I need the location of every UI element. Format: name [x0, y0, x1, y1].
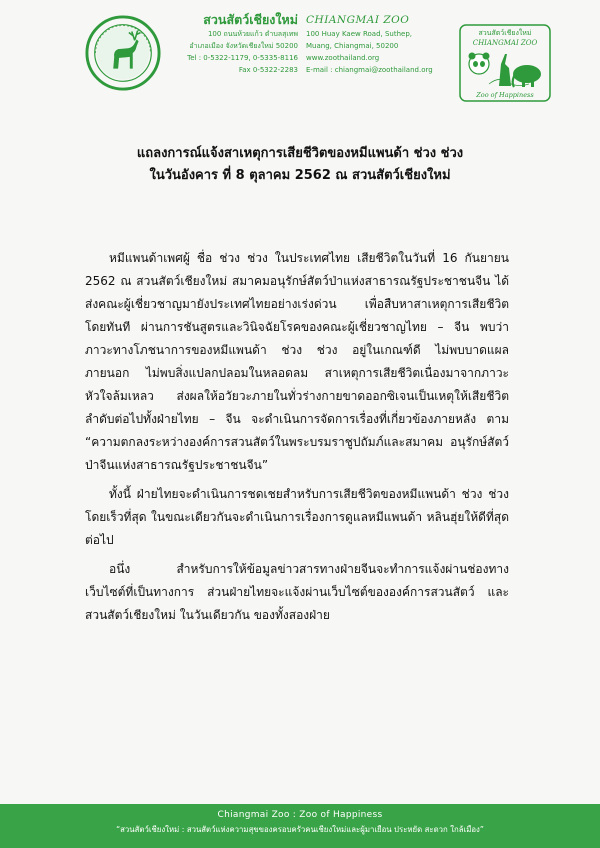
letterhead [0, 0, 600, 110]
thai-zoo-name: สวนสัตว์เชียงใหม่ [203, 12, 298, 27]
english-address-line-2: Muang, Chiangmai, 50200 [306, 42, 399, 50]
paragraph-1 [85, 247, 509, 477]
paragraph-1-text: หมีแพนด้าเพศผู้ ชื่อ ช่วง ช่วง ในประเทศไทย เสียชีวิตในวันที่ 16 กันยายน 2562 ณ สวนสัตว์เชียงใหม่ สมาคมอนุรักษ์สัตว์ป่าแห่งสาธารณรัฐประชาชนจีน ได้ส่งคณะผู้เชี่ยวชาญมายังประเทศไทยอย่างเร่งด่วน เพื่อสืบหาสาเหตุการเสียชีวิต โดยทันที ผ่านการชันสูตรและวินิจฉัยโรคของคณะผู้เชี่ยวชาญไทย – จีน พบว่า ภาวะทางโภชนาการของหมีแพนด้า ช่วง ช่วง อยู่ในเกณฑ์ดี ไม่พบบาดแผล ภายนอก ไม่พบสิ่งแปลกปลอมในหลอดลม สาเหตุการเสียชีวิตเนื่องมาจากภาวะ หัวใจล้มเหลว ส่งผลให้อวัยวะภายในทั่วร่างกายขาดออกซิเจนเป็นเหตุให้เสียชีวิต ลำดับต่อไปทั้งฝ่ายไทย – จีน จะดำเนินการจัดการเรื่องที่เกี่ยวข้องภายหลัง ตาม “ความตกลงระหว่างองค์การสวนสัตว์ในพระบรมราชูปถัมภ์และสมาคม อนุรักษ์สัตว์ป่าจีนแห่งสาธารณรัฐประชาชนจีน” [85, 251, 509, 472]
thai-address-block [178, 12, 298, 76]
logo-tagline: Zoo of Happiness [476, 91, 534, 99]
zoo-organization-seal-logo [84, 14, 162, 92]
thai-phone: Tel : 0-5322-1179, 0-5335-8116 [187, 54, 298, 62]
footer-slogan-thai: “สวนสัตว์เชียงใหม่ : สวนสัตว์แห่งความสุขของครอบครัวคนเชียงใหม่และผู้มาเยือน ประหยัด สะดวก ใกล้เมือง” [116, 825, 484, 834]
footer-banner [0, 804, 600, 848]
statement-title [80, 143, 520, 187]
paragraph-3 [85, 558, 509, 627]
logo-thai-name: สวนสัตว์เชียงใหม่ [478, 29, 532, 37]
paragraph-2-text: ทั้งนี้ ฝ่ายไทยจะดำเนินการชดเชยสำหรับการเสียชีวิตของหมีแพนด้า ช่วง ช่วง โดยเร็วที่สุด ในขณะเดียวกันจะดำเนินการเรื่องการดูแลหมีแพนด้า หลินฮุ่ยให้ดีที่สุด ต่อไป [85, 487, 509, 547]
paragraph-3-text: อนึ่ง สำหรับการให้ข้อมูลข่าวสารทางฝ่ายจีนจะทำการแจ้งผ่านช่องทาง เว็บไซต์ที่เป็นทางการ ส่วนฝ่ายไทยจะแจ้งผ่านเว็บไซต์ขององค์การสวนสัตว์ และ สวนสัตว์เชียงใหม่ ในวันเดียวกัน ของทั้งสองฝ่าย [85, 562, 509, 622]
logo-english-name: CHIANGMAI ZOO [472, 39, 538, 47]
english-zoo-name: CHIANGMAI ZOO [306, 14, 410, 26]
thai-address-line-2: อำเภอเมือง จังหวัดเชียงใหม่ 50200 [189, 42, 298, 50]
paragraph-2 [85, 483, 509, 552]
thai-address-line-1: 100 ถนนห้วยแก้ว ตำบลสุเทพ [207, 30, 298, 38]
title-line-2: ในวันอังคาร ที่ 8 ตุลาคม 2562 ณ สวนสัตว์เชียงใหม่ [149, 168, 451, 183]
title-line-1: แถลงการณ์แจ้งสาเหตุการเสียชีวิตของหมีแพนด้า ช่วง ช่วง [136, 146, 464, 161]
thai-fax: Fax 0-5322-2283 [238, 66, 298, 74]
english-address-block [306, 12, 456, 76]
website[interactable]: www.zoothailand.org [306, 54, 380, 62]
english-address-line-1: 100 Huay Kaew Road, Suthep, [306, 30, 413, 38]
zoo-of-happiness-logo [459, 24, 551, 102]
email[interactable]: E-mail : chiangmai@zoothailand.org [306, 66, 433, 74]
statement-body [85, 247, 509, 631]
footer-slogan-english: Chiangmai Zoo : Zoo of Happiness [217, 810, 383, 820]
